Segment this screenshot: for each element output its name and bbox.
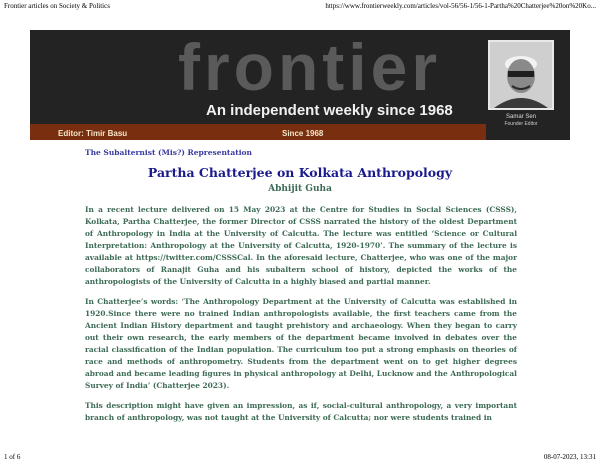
banner-strip [30, 124, 486, 140]
banner-tagline: An independent weekly since 1968 [206, 102, 453, 119]
print-header-title: Frontier articles on Society & Politics [4, 2, 110, 10]
print-header-url: https://www.frontierweekly.com/articles/vol-56/56-1/56-1-Partha%20Chatterjee%20on%20Ko... [325, 2, 596, 10]
frontier-banner[interactable] [30, 30, 570, 140]
founder-portrait-image [488, 40, 554, 110]
print-timestamp: 08-07-2023, 13:31 [543, 453, 596, 461]
article-title: Partha Chatterjee on Kolkata Anthropology [147, 165, 453, 180]
article-author: Abhijit Guha [268, 184, 332, 194]
paragraph-1: In a recent lecture delivered on 15 May 2023 at the Centre for Studies in Social Sciences (CSSS), Kolkata, Partha Chatterjee, the former Director of CSSS narrated the history of the oldest Department of Anthropology in India at the University of Calcutta. The lecture was entitled ‘Science or Cultural Interpretation: Anthropology at the University of Calcutta, 1920-1970’. The summary of the lecture is available at https://twitter.com/CSSSCal. In the aforesaid lecture, Chatterjee, who was one of the major collaborators of Ranajit Guha and his subaltern school of history, depicted the works of the anthropologists of the University of Calcutta in a highly biased and partial manner. [85, 205, 517, 286]
page-number: 1 of 6 [4, 453, 21, 461]
section-link[interactable]: The Subalternist (Mis?) Representation [85, 148, 253, 157]
banner-editor: Editor: Timir Basu [58, 129, 128, 138]
portrait-role: Founder Editor [504, 121, 538, 127]
portrait-icon [490, 42, 552, 108]
banner-logo: frontier [178, 30, 441, 104]
print-footer [0, 452, 600, 464]
portrait-name: Samar Sen [505, 114, 536, 120]
article-body [85, 204, 517, 432]
paragraph-2: In Chatterjee’s words: ‘The Anthropology Department at the University of Calcutta was established in 1920.Since there were no trained Indian anthropologists available, the first teachers came from the Ancient Indian History department and taught prehistory and archaeology. When they began to carry out their own research, the early members of the department became involved in debates over the racial classification of the Indian population. The curriculum too put a strong emphasis on theories of race and methods of anthropometry. Students from the department went on to get higher degrees abroad and became leading figures in physical anthropology at Delhi, Lucknow and the Anthropological Survey of India’ (Chatterjee 2023). [85, 297, 517, 390]
paragraph-3: This description might have given an impression, as if, social-cultural anthropology, a very important branch of anthropology, was not taught at the University of Calcutta; nor were students trained in [85, 401, 517, 422]
banner-since: Since 1968 [282, 129, 324, 138]
